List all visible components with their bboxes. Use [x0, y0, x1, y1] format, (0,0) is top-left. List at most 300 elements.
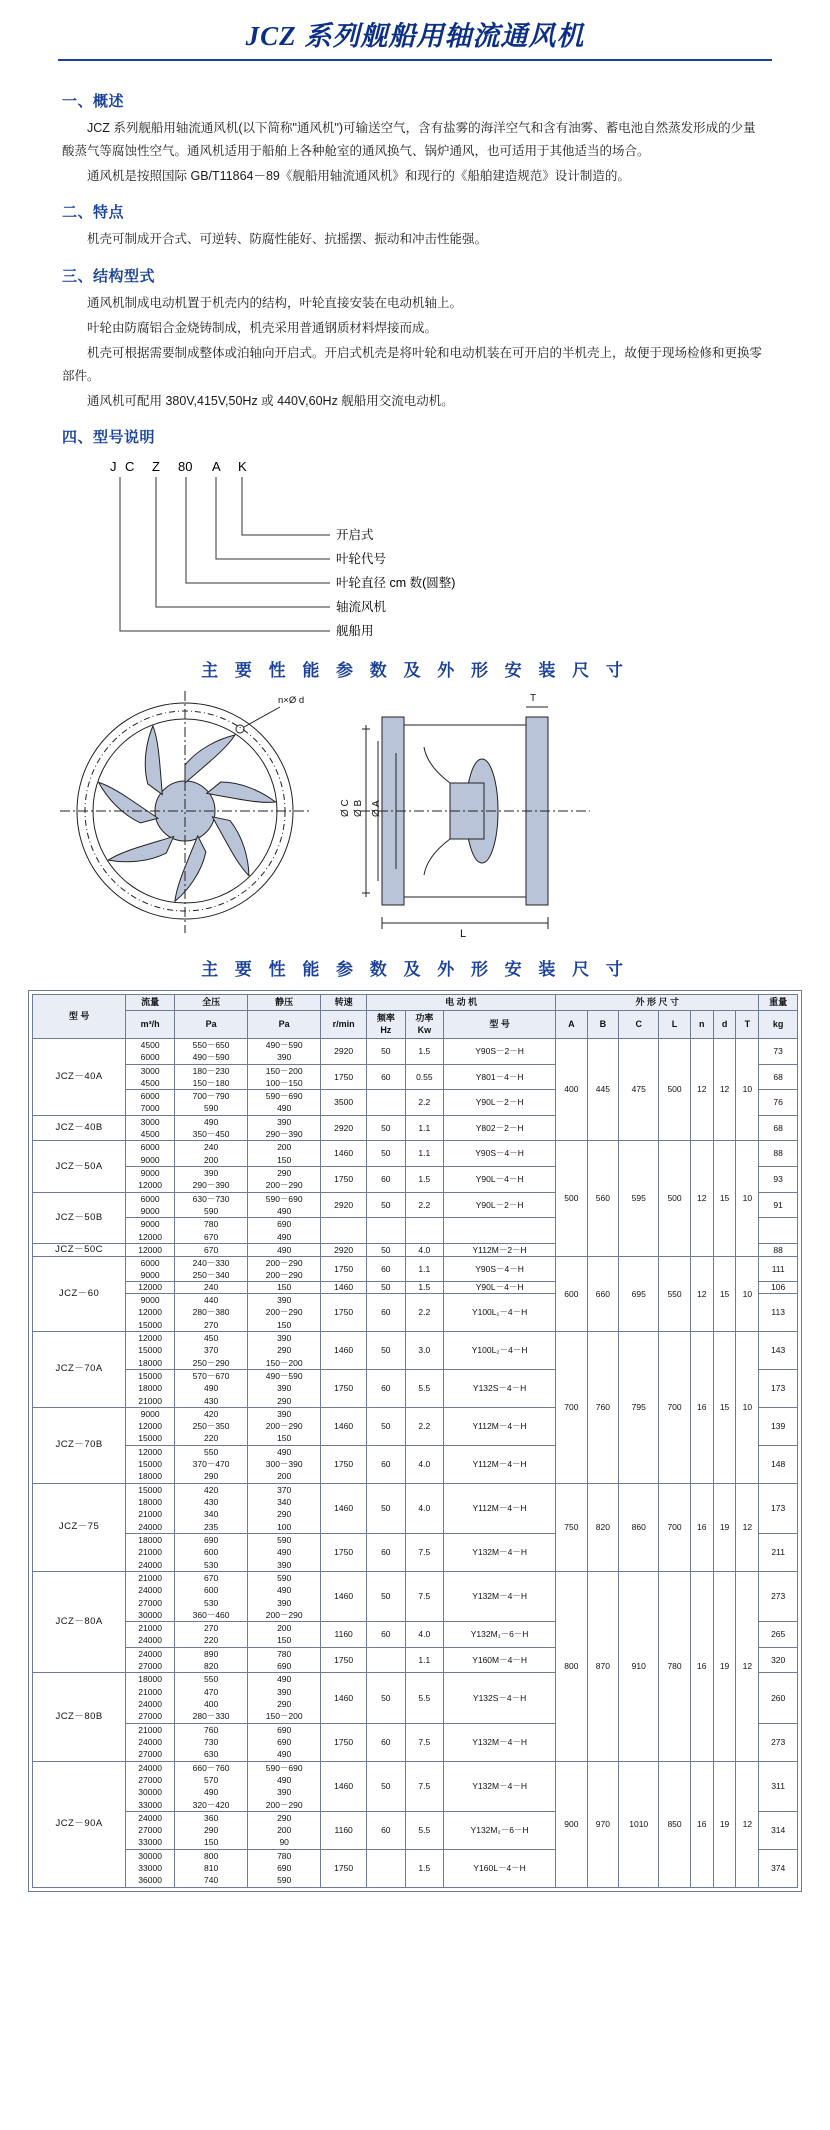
cell-total-pressure: 440 280－380 270 [175, 1294, 248, 1332]
cell-weight: 314 [759, 1811, 798, 1849]
model-label-4: 舰船用 [336, 624, 374, 639]
cell-speed: 1460 [321, 1761, 367, 1811]
cell-total-pressure: 240 200 [175, 1141, 248, 1167]
cell-weight: 91 [759, 1192, 798, 1218]
label-dia-B: Ø B [353, 799, 364, 818]
cell-power: 1.5 [405, 1038, 444, 1064]
cell-dim-L: 780 [659, 1571, 691, 1761]
th-dim-B: B [587, 1011, 619, 1039]
cell-motor-model: Y90L－4－H [444, 1282, 556, 1294]
cell-static-pressure: 690 490 [248, 1218, 321, 1244]
cell-dim-d: 19 [713, 1483, 736, 1571]
cell-static-pressure: 200－290 200－290 [248, 1256, 321, 1282]
cell-dim-n: 16 [690, 1761, 713, 1887]
cell-speed: 1750 [321, 1445, 367, 1483]
cell-weight: 139 [759, 1407, 798, 1445]
cell-dim-d: 19 [713, 1571, 736, 1761]
th-speed: 转速 [321, 995, 367, 1011]
cell-static-pressure: 490－590 390 [248, 1038, 321, 1064]
cell-weight: 173 [759, 1369, 798, 1407]
title-block [0, 0, 830, 67]
cell-dim-n: 16 [690, 1571, 713, 1761]
cell-model: JCZ－70A [33, 1331, 126, 1407]
model-letter-A: A [212, 459, 221, 475]
cell-dim-A: 750 [556, 1483, 588, 1571]
cell-dim-L: 550 [659, 1256, 691, 1331]
cell-frequency: 60 [367, 1167, 406, 1193]
cell-dim-B: 760 [587, 1331, 619, 1483]
cell-flow: 9000 12000 15000 [126, 1294, 175, 1332]
cell-weight: 260 [759, 1673, 798, 1723]
cell-dim-B: 560 [587, 1141, 619, 1256]
cell-power: 1.1 [405, 1115, 444, 1141]
cell-motor-model: Y112M－4－H [444, 1407, 556, 1445]
cell-motor-model: Y100L₁－4－H [444, 1294, 556, 1332]
cell-total-pressure: 360 290 150 [175, 1811, 248, 1849]
cell-dim-L: 500 [659, 1038, 691, 1141]
cell-motor-model: Y112M－4－H [444, 1483, 556, 1533]
cell-flow: 24000 27000 30000 33000 [126, 1761, 175, 1811]
banner-performance-2: 主 要 性 能 参 数 及 外 形 安 装 尺 寸 [201, 960, 629, 980]
cell-power: 7.5 [405, 1571, 444, 1621]
cell-frequency: 50 [367, 1192, 406, 1218]
cell-flow: 21000 24000 [126, 1622, 175, 1648]
cell-frequency: 50 [367, 1115, 406, 1141]
th-weight-unit: kg [759, 1011, 798, 1039]
cell-flow: 9000 12000 [126, 1218, 175, 1244]
cell-model: JCZ－50B [33, 1192, 126, 1243]
cell-frequency [367, 1218, 406, 1244]
fan-drawing [30, 691, 800, 941]
cell-flow: 6000 9000 [126, 1256, 175, 1282]
cell-flow: 15000 18000 21000 [126, 1369, 175, 1407]
section-heading-features: 二、特点 [62, 204, 125, 222]
cell-dim-B: 970 [587, 1761, 619, 1887]
cell-flow: 21000 24000 27000 30000 [126, 1571, 175, 1621]
cell-frequency: 50 [367, 1571, 406, 1621]
cell-weight [759, 1218, 798, 1244]
cell-model: JCZ－90A [33, 1761, 126, 1887]
paragraph: 通风机制成电动机置于机壳内的结构，叶轮直接安装在电动机轴上。 [87, 295, 463, 310]
cell-frequency: 60 [367, 1064, 406, 1090]
paragraph: 通风机是按照国际 GB/T11864－89《舰船用轴流通风机》和现行的《船舶建造规范》设计制造的。 [87, 169, 630, 184]
cell-weight: 93 [759, 1167, 798, 1193]
cell-dim-T: 12 [736, 1761, 759, 1887]
title-divider [58, 59, 772, 61]
cell-power: 5.5 [405, 1673, 444, 1723]
cell-flow: 24000 27000 [126, 1647, 175, 1673]
cell-speed: 3500 [321, 1090, 367, 1116]
cell-speed: 2920 [321, 1243, 367, 1256]
cell-frequency: 50 [367, 1282, 406, 1294]
cell-dim-A: 900 [556, 1761, 588, 1887]
cell-power: 1.5 [405, 1849, 444, 1887]
cell-dim-C: 860 [619, 1483, 659, 1571]
cell-dim-A: 600 [556, 1256, 588, 1331]
cell-weight: 265 [759, 1622, 798, 1648]
cell-dim-d: 19 [713, 1761, 736, 1887]
cell-weight: 143 [759, 1331, 798, 1369]
th-dims: 外 形 尺 寸 [556, 995, 759, 1011]
cell-weight: 113 [759, 1294, 798, 1332]
cell-motor-model: Y90S－4－H [444, 1141, 556, 1167]
label-holes: n×Ø d [278, 695, 305, 707]
cell-static-pressure: 590 490 390 200－290 [248, 1571, 321, 1621]
th-tp-unit: Pa [175, 1011, 248, 1039]
cell-dim-L: 850 [659, 1761, 691, 1887]
fan-drawing-svg [30, 691, 800, 941]
cell-speed: 1750 [321, 1723, 367, 1761]
cell-total-pressure: 450 370 250－290 [175, 1331, 248, 1369]
cell-dim-C: 1010 [619, 1761, 659, 1887]
cell-flow: 18000 21000 24000 27000 [126, 1673, 175, 1723]
cell-speed: 1460 [321, 1331, 367, 1369]
th-flow: 流量 [126, 995, 175, 1011]
cell-dim-A: 800 [556, 1571, 588, 1761]
cell-dim-B: 445 [587, 1038, 619, 1141]
cell-weight: 76 [759, 1090, 798, 1116]
cell-total-pressure: 660－760 570 490 320－420 [175, 1761, 248, 1811]
cell-power: 2.2 [405, 1294, 444, 1332]
cell-speed: 1750 [321, 1167, 367, 1193]
cell-dim-C: 475 [619, 1038, 659, 1141]
cell-speed: 2920 [321, 1038, 367, 1064]
page-title: JCZ 系列舰船用轴流通风机 [245, 21, 585, 51]
cell-speed: 1460 [321, 1282, 367, 1294]
cell-weight: 173 [759, 1483, 798, 1533]
cell-speed: 1160 [321, 1811, 367, 1849]
th-motor: 电 动 机 [367, 995, 556, 1011]
section-heading-structure: 三、结构型式 [62, 267, 156, 285]
cell-model: JCZ－40B [33, 1115, 126, 1141]
cell-model: JCZ－80A [33, 1571, 126, 1673]
cell-motor-model: Y802－2－H [444, 1115, 556, 1141]
th-motor-model: 型 号 [444, 1011, 556, 1039]
spec-table-body [33, 1038, 798, 1887]
cell-motor-model [444, 1218, 556, 1244]
cell-total-pressure: 700－790 590 [175, 1090, 248, 1116]
cell-total-pressure: 670 [175, 1243, 248, 1256]
section-heading-model-code: 四、型号说明 [62, 429, 156, 447]
cell-flow: 21000 24000 27000 [126, 1723, 175, 1761]
cell-speed: 1750 [321, 1369, 367, 1407]
cell-frequency: 50 [367, 1761, 406, 1811]
cell-speed: 1750 [321, 1849, 367, 1887]
cell-model: JCZ－50A [33, 1141, 126, 1192]
cell-static-pressure: 390 290－390 [248, 1115, 321, 1141]
cell-frequency: 50 [367, 1141, 406, 1167]
cell-speed: 1460 [321, 1407, 367, 1445]
cell-motor-model: Y132M－4－H [444, 1761, 556, 1811]
cell-static-pressure: 490 [248, 1243, 321, 1256]
cell-dim-T: 12 [736, 1571, 759, 1761]
cell-flow: 6000 9000 [126, 1141, 175, 1167]
table-row [33, 1256, 798, 1282]
cell-speed: 1750 [321, 1256, 367, 1282]
cell-power: 7.5 [405, 1761, 444, 1811]
cell-dim-L: 700 [659, 1331, 691, 1483]
cell-flow: 24000 27000 33000 [126, 1811, 175, 1849]
th-total-pressure: 全压 [175, 995, 248, 1011]
cell-flow: 12000 15000 18000 [126, 1445, 175, 1483]
cell-weight: 320 [759, 1647, 798, 1673]
cell-total-pressure: 780 670 [175, 1218, 248, 1244]
cell-static-pressure: 290 200 90 [248, 1811, 321, 1849]
cell-flow: 6000 9000 [126, 1192, 175, 1218]
cell-frequency [367, 1647, 406, 1673]
cell-power: 3.0 [405, 1331, 444, 1369]
cell-static-pressure: 150 [248, 1282, 321, 1294]
cell-flow: 15000 18000 21000 24000 [126, 1483, 175, 1533]
cell-static-pressure: 150－200 100－150 [248, 1064, 321, 1090]
cell-model: JCZ－60 [33, 1256, 126, 1331]
document-body [0, 67, 830, 447]
cell-weight: 88 [759, 1141, 798, 1167]
cell-power: 2.2 [405, 1407, 444, 1445]
cell-static-pressure: 490 390 290 150－200 [248, 1673, 321, 1723]
model-code-diagram [0, 455, 830, 650]
th-dim-d: d [713, 1011, 736, 1039]
cell-speed: 1460 [321, 1141, 367, 1167]
cell-static-pressure: 690 690 490 [248, 1723, 321, 1761]
cell-flow: 3000 4500 [126, 1064, 175, 1090]
cell-model: JCZ－75 [33, 1483, 126, 1571]
cell-speed: 1160 [321, 1622, 367, 1648]
cell-frequency: 50 [367, 1038, 406, 1064]
cell-total-pressure: 570－670 490 430 [175, 1369, 248, 1407]
cell-frequency: 50 [367, 1483, 406, 1533]
cell-power: 4.0 [405, 1483, 444, 1533]
paragraph: 通风机可配用 380V,415V,50Hz 或 440V,60Hz 舰船用交流电动机。 [87, 394, 454, 408]
th-dim-T: T [736, 1011, 759, 1039]
cell-motor-model: Y132M－4－H [444, 1533, 556, 1571]
paragraph: JCZ 系列舰船用轴流通风机(以下简称"通风机")可输送空气，含有盐雾的海洋空气和含有油雾、蓄电池自然蒸发形成的少量酸蒸气等腐蚀性空气。通风机适用于船舶上各种舱室的通风换气、锅炉通风，也可适用于其他适当的场合。 [62, 121, 756, 159]
cell-motor-model: Y90L－2－H [444, 1090, 556, 1116]
cell-total-pressure: 390 290－390 [175, 1167, 248, 1193]
cell-power: 4.0 [405, 1622, 444, 1648]
cell-frequency: 50 [367, 1331, 406, 1369]
cell-dim-n: 12 [690, 1038, 713, 1141]
cell-power: 1.1 [405, 1647, 444, 1673]
cell-power: 1.1 [405, 1256, 444, 1282]
cell-power: 1.5 [405, 1167, 444, 1193]
label-T: T [530, 693, 537, 705]
cell-dim-d: 12 [713, 1038, 736, 1141]
cell-speed: 1750 [321, 1533, 367, 1571]
cell-motor-model: Y112M－2－H [444, 1243, 556, 1256]
cell-total-pressure: 270 220 [175, 1622, 248, 1648]
cell-speed: 2920 [321, 1115, 367, 1141]
paragraph: 机壳可根据需要制成整体或泊轴向开启式。开启式机壳是将叶轮和电动机装在可开启的半机壳上，故便于现场检修和更换零部件。 [62, 345, 763, 383]
cell-dim-C: 910 [619, 1571, 659, 1761]
cell-power: 4.0 [405, 1445, 444, 1483]
th-speed-unit: r/min [321, 1011, 367, 1039]
cell-dim-C: 695 [619, 1256, 659, 1331]
cell-speed: 1750 [321, 1647, 367, 1673]
model-label-3: 轴流风机 [336, 600, 387, 615]
label-L: L [460, 928, 467, 941]
cell-speed: 1750 [321, 1064, 367, 1090]
cell-total-pressure: 630－730 590 [175, 1192, 248, 1218]
model-label-1: 叶轮代号 [336, 552, 387, 567]
cell-frequency: 50 [367, 1407, 406, 1445]
cell-power: 1.5 [405, 1282, 444, 1294]
cell-static-pressure: 200 150 [248, 1622, 321, 1648]
cell-frequency: 60 [367, 1811, 406, 1849]
cell-frequency: 60 [367, 1369, 406, 1407]
model-letter-J: J [110, 459, 117, 475]
th-flow-unit: m³/h [126, 1011, 175, 1039]
cell-power: 1.1 [405, 1141, 444, 1167]
th-static-pressure: 静压 [248, 995, 321, 1011]
cell-weight: 273 [759, 1571, 798, 1621]
table-row [33, 1038, 798, 1064]
cell-motor-model: Y801－4－H [444, 1064, 556, 1090]
cell-motor-model: Y132S－4－H [444, 1369, 556, 1407]
cell-flow: 9000 12000 15000 [126, 1407, 175, 1445]
cell-total-pressure: 800 810 740 [175, 1849, 248, 1887]
cell-motor-model: Y132M－4－H [444, 1723, 556, 1761]
th-dim-n: n [690, 1011, 713, 1039]
cell-weight: 68 [759, 1064, 798, 1090]
table-row [33, 1571, 798, 1621]
cell-frequency: 60 [367, 1533, 406, 1571]
cell-power: 2.2 [405, 1192, 444, 1218]
cell-power [405, 1218, 444, 1244]
cell-dim-C: 595 [619, 1141, 659, 1256]
cell-weight: 111 [759, 1256, 798, 1282]
cell-total-pressure: 240 [175, 1282, 248, 1294]
table-header-row [33, 995, 798, 1011]
cell-speed: 1460 [321, 1571, 367, 1621]
cell-dim-B: 870 [587, 1571, 619, 1761]
cell-flow: 18000 21000 24000 [126, 1533, 175, 1571]
cell-flow: 4500 6000 [126, 1038, 175, 1064]
cell-static-pressure: 490 300－390 200 [248, 1445, 321, 1483]
cell-flow: 12000 15000 18000 [126, 1331, 175, 1369]
cell-motor-model: Y112M－4－H [444, 1445, 556, 1483]
cell-weight: 311 [759, 1761, 798, 1811]
cell-flow: 12000 [126, 1282, 175, 1294]
cell-frequency: 50 [367, 1673, 406, 1723]
cell-total-pressure: 550 470 400 280－330 [175, 1673, 248, 1723]
cell-frequency: 60 [367, 1445, 406, 1483]
cell-model: JCZ－70B [33, 1407, 126, 1483]
cell-motor-model: Y160L－4－H [444, 1849, 556, 1887]
cell-dim-n: 12 [690, 1141, 713, 1256]
cell-flow: 3000 4500 [126, 1115, 175, 1141]
cell-static-pressure: 590－690 490 [248, 1192, 321, 1218]
cell-static-pressure: 290 200－290 [248, 1167, 321, 1193]
cell-dim-T: 12 [736, 1483, 759, 1571]
model-letter-80: 80 [178, 459, 193, 475]
cell-static-pressure: 490－590 390 290 [248, 1369, 321, 1407]
cell-model: JCZ－50C [33, 1243, 126, 1256]
th-dim-A: A [556, 1011, 588, 1039]
cell-static-pressure: 390 200－290 150 [248, 1294, 321, 1332]
th-dim-C: C [619, 1011, 659, 1039]
cell-dim-L: 700 [659, 1483, 691, 1571]
cell-flow: 9000 12000 [126, 1167, 175, 1193]
cell-motor-model: Y90L－4－H [444, 1167, 556, 1193]
cell-frequency: 60 [367, 1294, 406, 1332]
cell-static-pressure: 390 200－290 150 [248, 1407, 321, 1445]
cell-total-pressure: 420 250－350 220 [175, 1407, 248, 1445]
model-label-0: 开启式 [336, 528, 374, 543]
cell-total-pressure: 690 600 530 [175, 1533, 248, 1571]
cell-weight: 273 [759, 1723, 798, 1761]
cell-power: 4.0 [405, 1243, 444, 1256]
cell-dim-A: 500 [556, 1141, 588, 1256]
cell-dim-d: 15 [713, 1331, 736, 1483]
cell-total-pressure: 240－330 250－340 [175, 1256, 248, 1282]
table-row [33, 1761, 798, 1811]
cell-total-pressure: 670 600 530 360－460 [175, 1571, 248, 1621]
model-label-2: 叶轮直径 cm 数(圆整) [336, 576, 456, 591]
banner-performance-1: 主 要 性 能 参 数 及 外 形 安 装 尺 寸 [201, 661, 629, 681]
table-row [33, 1141, 798, 1167]
cell-static-pressure: 780 690 [248, 1647, 321, 1673]
cell-total-pressure: 550－650 490－590 [175, 1038, 248, 1064]
cell-flow: 30000 33000 36000 [126, 1849, 175, 1887]
cell-dim-T: 10 [736, 1038, 759, 1141]
cell-weight: 374 [759, 1849, 798, 1887]
paragraph: 叶轮由防腐铝合金烧铸制成，机壳采用普通钢质材料焊接而成。 [87, 320, 438, 335]
model-code-svg [0, 455, 830, 650]
cell-total-pressure: 550 370－470 290 [175, 1445, 248, 1483]
cell-frequency: 60 [367, 1256, 406, 1282]
cell-motor-model: Y132S－4－H [444, 1673, 556, 1723]
th-freq: 频率 Hz [367, 1011, 406, 1039]
cell-model: JCZ－40A [33, 1038, 126, 1115]
cell-motor-model: Y90S－2－H [444, 1038, 556, 1064]
cell-power: 7.5 [405, 1723, 444, 1761]
label-dia-A: Ø A [371, 800, 382, 818]
cell-total-pressure: 420 430 340 235 [175, 1483, 248, 1533]
cell-model: JCZ－80B [33, 1673, 126, 1761]
cell-total-pressure: 760 730 630 [175, 1723, 248, 1761]
spec-table-wrap [0, 990, 830, 1892]
cell-power: 7.5 [405, 1533, 444, 1571]
cell-dim-A: 400 [556, 1038, 588, 1141]
cell-static-pressure: 590－690 490 390 200－290 [248, 1761, 321, 1811]
cell-weight: 73 [759, 1038, 798, 1064]
cell-static-pressure: 200 150 [248, 1141, 321, 1167]
cell-weight: 148 [759, 1445, 798, 1483]
cell-speed [321, 1218, 367, 1244]
cell-dim-d: 15 [713, 1256, 736, 1331]
cell-weight: 211 [759, 1533, 798, 1571]
cell-motor-model: Y132M₁－6－H [444, 1622, 556, 1648]
table-row [33, 1331, 798, 1369]
table-header-row-units [33, 1011, 798, 1039]
table-row [33, 1483, 798, 1533]
cell-dim-B: 660 [587, 1256, 619, 1331]
model-letter-Z: Z [152, 459, 160, 475]
paragraph: 机壳可制成开合式、可逆转、防腐性能好、抗摇摆、振动和冲击性能强。 [87, 232, 488, 247]
cell-dim-n: 16 [690, 1331, 713, 1483]
th-dim-L: L [659, 1011, 691, 1039]
cell-motor-model: Y90L－2－H [444, 1192, 556, 1218]
cell-static-pressure: 780 690 590 [248, 1849, 321, 1887]
cell-weight: 106 [759, 1282, 798, 1294]
th-model: 型 号 [33, 995, 126, 1039]
section-heading-overview: 一、概述 [62, 93, 125, 110]
th-power: 功率 Kw [405, 1011, 444, 1039]
cell-speed: 1460 [321, 1483, 367, 1533]
cell-flow: 12000 [126, 1243, 175, 1256]
spec-table [32, 994, 798, 1888]
